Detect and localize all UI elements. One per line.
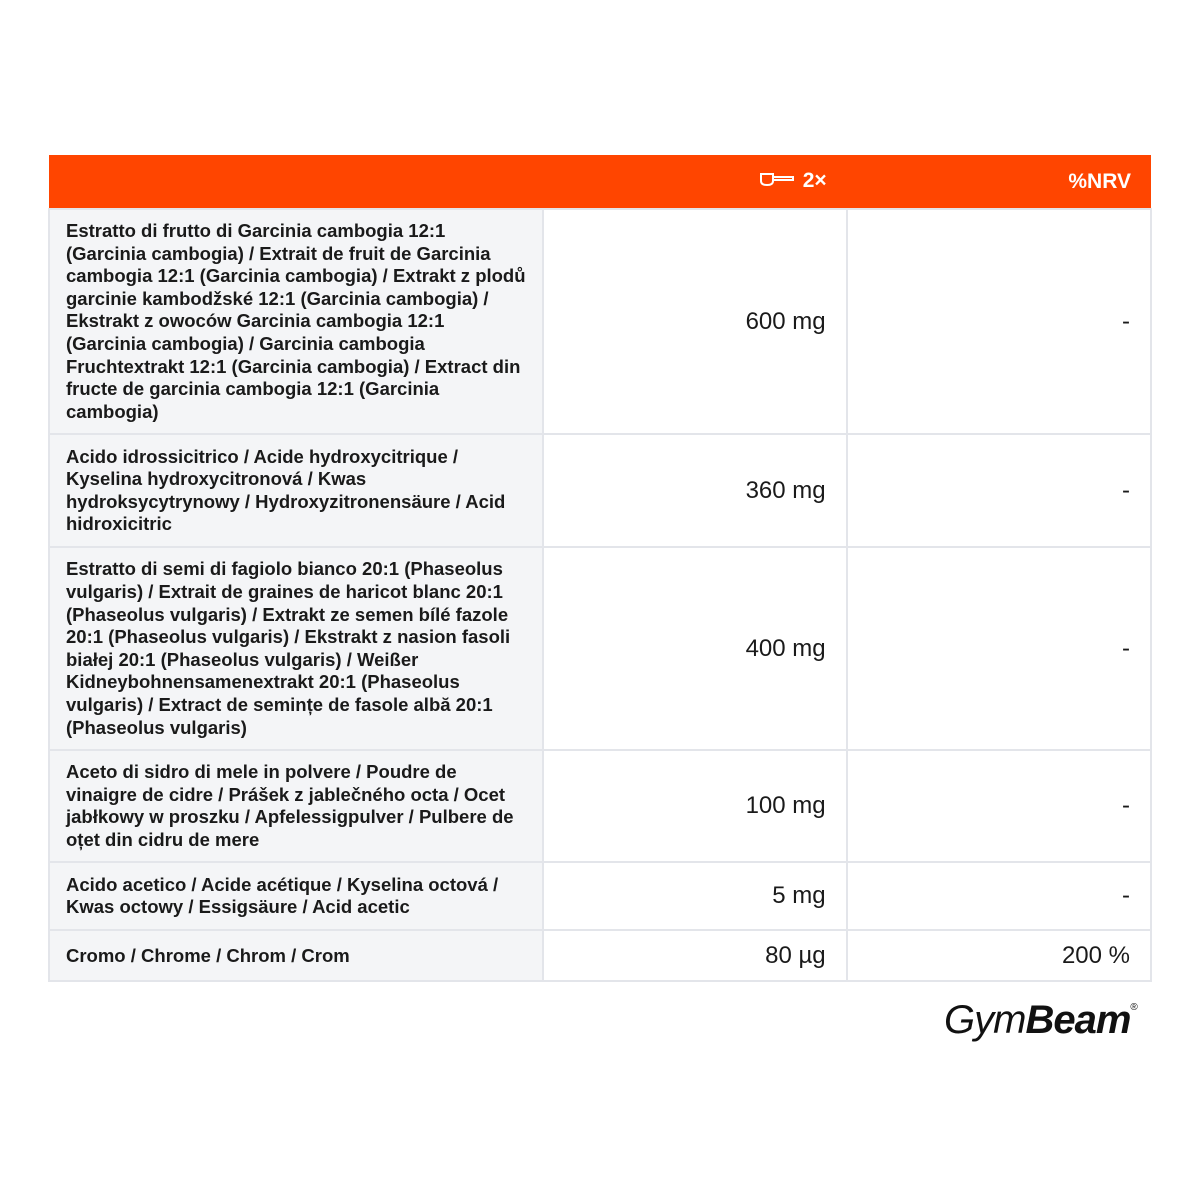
header-name-cell — [49, 155, 543, 209]
logo-part-gym: Gym — [944, 998, 1026, 1042]
ingredient-amount: 100 mg — [543, 750, 846, 862]
table-row — [49, 434, 1151, 547]
table-row — [49, 209, 1151, 434]
ingredient-amount: 600 mg — [543, 209, 846, 434]
header-dose-label: 2× — [802, 169, 827, 193]
nutrition-table — [48, 155, 1152, 982]
table-row — [49, 547, 1151, 750]
ingredient-nrv: - — [847, 547, 1151, 750]
registered-mark: ® — [1130, 1002, 1138, 1013]
table-header — [49, 155, 1151, 209]
header-nrv-cell: %NRV — [847, 155, 1151, 209]
ingredient-amount: 360 mg — [543, 434, 846, 547]
ingredient-nrv: - — [847, 434, 1151, 547]
ingredient-nrv: - — [847, 209, 1151, 434]
ingredient-name: Aceto di sidro di mele in polvere / Poudre de vinaigre de cidre / Prášek z jablečného octa / Ocet jabłkowy w proszku / Apfelessigpulver / Pulbere de oțet din cidru de mere — [49, 750, 543, 862]
ingredient-name: Estratto di semi di fagiolo bianco 20:1 (Phaseolus vulgaris) / Extrait de graines de haricot blanc 20:1 (Phaseolus vulgaris) / Extrakt ze semen bílé fazole 20:1 (Phaseolus vulgaris) / Ekstrakt z nasion fasoli białej 20:1 (Phaseolus vulgaris) / Weißer Kidneybohnensamenextrakt 20:1 (Phaseolus vulgaris) / Extract de semințe de fasole albă 20:1 (Phaseolus vulgaris) — [49, 547, 543, 750]
ingredient-name: Estratto di frutto di Garcinia cambogia 12:1 (Garcinia cambogia) / Extrait de fruit de Garcinia cambogia 12:1 (Garcinia cambogia) / Extrakt z plodů garcinie kambodžské 12:1 (Garcinia cambogia) / Ekstrakt z owoców Garcinia cambogia 12:1 (Garcinia cambogia) / Garcinia cambogia Fruchtextrakt 12:1 (Garcinia cambogia) / Extract din fructe de garcinia cambogia 12:1 (Garcinia cambogia) — [49, 209, 543, 434]
ingredient-amount: 400 mg — [543, 547, 846, 750]
table-row — [49, 930, 1151, 981]
ingredient-nrv: - — [847, 750, 1151, 862]
ingredient-nrv: 200 % — [847, 930, 1151, 981]
ingredient-nrv: - — [847, 862, 1151, 930]
scoop-icon — [759, 170, 795, 194]
header-dose-cell — [543, 155, 846, 209]
gymbeam-logo — [944, 998, 1138, 1043]
ingredient-amount: 5 mg — [543, 862, 846, 930]
table-row — [49, 862, 1151, 930]
table-row — [49, 750, 1151, 862]
logo-part-beam: Beam — [1025, 998, 1131, 1042]
ingredient-name: Acido idrossicitrico / Acide hydroxycitrique / Kyselina hydroxycitronová / Kwas hydroksycytrynowy / Hydroxyzitronensäure / Acid hidroxicitric — [49, 434, 543, 547]
ingredient-name: Acido acetico / Acide acétique / Kyselina octová / Kwas octowy / Essigsäure / Acid acetic — [49, 862, 543, 930]
ingredient-amount: 80 µg — [543, 930, 846, 981]
ingredient-name: Cromo / Chrome / Chrom / Crom — [49, 930, 543, 981]
